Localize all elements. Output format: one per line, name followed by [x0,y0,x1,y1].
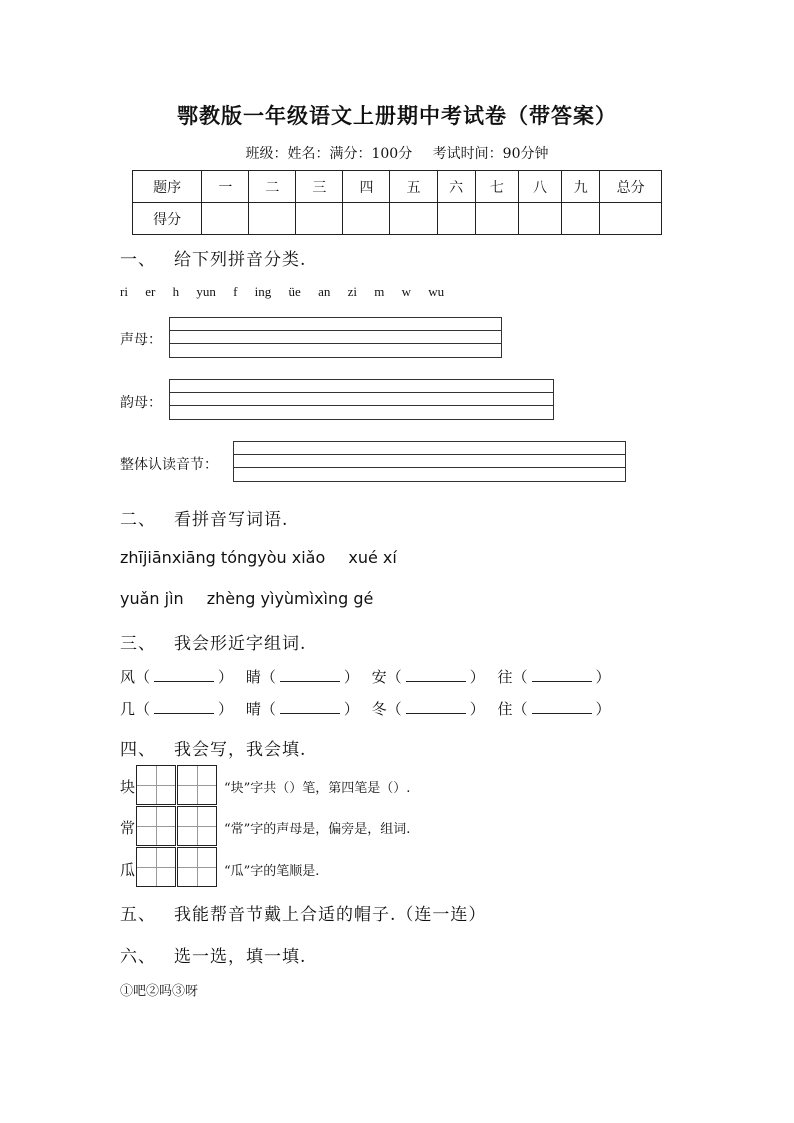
pinyin-item: m [374,284,385,299]
section-text: 选一选，填一填. [174,947,307,967]
tianzi-grid[interactable] [136,765,176,805]
section-2-heading [120,505,288,530]
score-cell[interactable] [437,203,475,235]
zuci-item [372,668,485,686]
score-cell[interactable] [202,203,249,235]
tianzi-grid[interactable] [136,847,176,887]
section-5-heading [120,900,486,925]
zuci-char: 几 [120,700,136,718]
score-cell[interactable] [390,203,437,235]
section-text: 我会形近字组词. [174,634,307,654]
zuci-blank[interactable] [154,701,214,714]
zuci-blank[interactable] [406,701,466,714]
open-paren: （ [512,668,528,686]
q4-char: 瓜 [120,861,136,879]
section-text: 我能帮音节戴上合适的帽子.（连一连） [174,905,487,925]
pinyin-word: yuǎn jìn [120,589,184,608]
zuci-blank[interactable] [532,669,592,682]
header-cell: 三 [296,171,343,203]
zuci-item [372,700,485,718]
open-paren: （ [135,668,151,686]
pinyin-word: xué xí [348,548,397,567]
close-paren: ） [343,668,359,686]
yunmu-writing-lines[interactable] [169,379,554,420]
close-paren: ） [218,668,234,686]
open-paren: （ [386,668,402,686]
page-title: 鄂教版一年级语文上册期中考试卷（带答案） [177,103,617,128]
zuci-item [246,700,359,718]
open-paren: （ [512,700,528,718]
tianzi-grid[interactable] [177,765,217,805]
pinyin-list [120,284,458,300]
close-paren: ） [469,700,485,718]
class-name-score: 班级：姓名：满分：100分 [245,146,413,162]
zuci-char: 往 [497,668,513,686]
section-number: 三、 [120,634,156,654]
header-cell: 七 [475,171,518,203]
close-paren: ） [595,668,611,686]
zuci-blank[interactable] [154,669,214,682]
pinyin-item: an [318,284,331,299]
section-number: 五、 [120,905,156,925]
zuci-char: 晴 [245,700,261,718]
close-paren: ） [469,668,485,686]
zuci-row-1 [120,666,619,687]
score-cell[interactable] [518,203,561,235]
section-text: 看拼音写词语. [174,510,289,530]
open-paren: （ [135,700,151,718]
zuci-blank[interactable] [280,701,340,714]
pinyin-item: f [233,284,238,299]
open-paren: （ [260,668,276,686]
score-cell[interactable] [249,203,296,235]
header-cell: 总分 [600,171,662,203]
pinyin-item: ing [254,284,272,299]
q4-question: “瓜”字的笔顺是. [224,864,320,879]
zuci-blank[interactable] [532,701,592,714]
open-paren: （ [260,700,276,718]
close-paren: ） [343,700,359,718]
pinyin-item: üe [288,284,301,299]
zuci-blank[interactable] [280,669,340,682]
header-cell: 六 [437,171,475,203]
pinyin-item: zi [347,284,357,299]
zuci-item [246,668,359,686]
header-cell: 五 [390,171,437,203]
score-cell[interactable] [562,203,600,235]
header-cell: 四 [343,171,390,203]
close-paren: ） [595,700,611,718]
row-label: 得分 [133,203,202,235]
score-cell[interactable] [475,203,518,235]
section-6-heading [120,942,306,967]
close-paren: ） [218,700,234,718]
pinyin-item: er [145,284,156,299]
zuci-item [497,700,610,718]
score-cell[interactable] [343,203,390,235]
pinyin-item: w [401,284,411,299]
q6-options: ①吧②吗③呀 [120,984,199,999]
section-number: 六、 [120,947,156,967]
zuci-item [120,668,233,686]
exam-time: 考试时间：90分钟 [432,146,549,162]
zuci-char: 安 [371,668,387,686]
q4-char: 块 [120,778,136,796]
zuci-char: 冬 [371,700,387,718]
pinyin-item: yun [196,284,216,299]
zuci-blank[interactable] [406,669,466,682]
header-cell: 题序 [133,171,202,203]
kanpin-row-2 [120,589,391,608]
section-number: 一、 [120,250,156,270]
score-table [132,170,662,235]
shengmu-label: 声母： [120,332,162,348]
score-cell[interactable] [296,203,343,235]
q4-char: 常 [120,819,136,837]
kanpin-row-1 [120,548,415,567]
zuci-char: 风 [120,668,136,686]
header-cell: 一 [202,171,249,203]
section-1-heading [120,245,306,270]
zuci-char: 睛 [245,668,261,686]
section-3-heading [120,629,306,654]
zhengti-writing-lines[interactable] [233,441,626,482]
section-4-heading [120,735,306,760]
open-paren: （ [386,700,402,718]
zuci-char: 住 [497,700,513,718]
section-number: 四、 [120,740,156,760]
section-text: 我会写，我会填. [174,740,307,760]
zuci-item [497,668,610,686]
q4-question: “块”字共（）笔，第四笔是（）. [224,781,411,796]
tianzi-grid[interactable] [177,847,217,887]
pinyin-word: zhèng yìyùmìxìng gé [206,589,374,608]
zhengti-label: 整体认读音节： [120,457,218,473]
tianzi-grid[interactable] [177,806,217,846]
pinyin-item: h [172,284,180,299]
zuci-row-2 [120,698,619,719]
header-cell: 二 [249,171,296,203]
header-cell: 九 [562,171,600,203]
header-cell: 八 [518,171,561,203]
yunmu-label: 韵母： [120,395,162,411]
pinyin-word: zhījiānxiāng tóngyòu xiǎo [120,548,326,567]
q4-question: “常”字的声母是，偏旁是，组词. [224,822,411,837]
section-number: 二、 [120,510,156,530]
score-cell[interactable] [600,203,662,235]
score-table-header [133,171,662,203]
tianzi-grid[interactable] [136,806,176,846]
pinyin-item: wu [428,284,445,299]
shengmu-writing-lines[interactable] [169,317,502,358]
score-table-row [133,203,662,235]
exam-info [0,143,794,163]
pinyin-item: ri [120,284,128,299]
section-text: 给下列拼音分类. [174,250,307,270]
zuci-item [120,700,233,718]
